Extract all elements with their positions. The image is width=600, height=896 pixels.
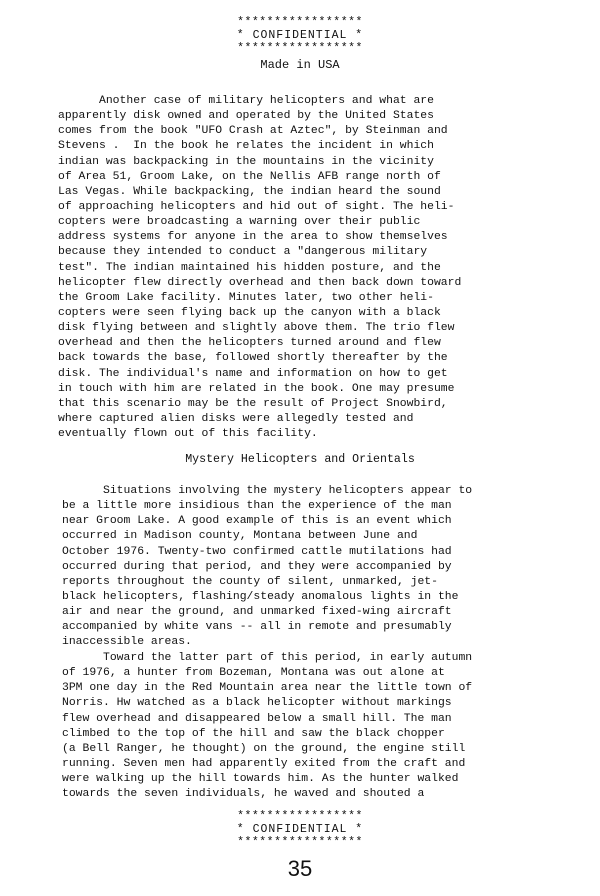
header-confidential-label: * CONFIDENTIAL * [236, 29, 364, 42]
text-line: the Groom Lake facility. Minutes later, two other heli- [58, 291, 434, 304]
text-line: were walking up the hill towards him. As the hunter walked [62, 773, 459, 786]
text-line: where captured alien disks were allegedly tested and [58, 412, 414, 425]
confidential-footer [0, 810, 600, 849]
text-line: that this scenario may be the result of Project Snowbird, [58, 397, 448, 410]
text-line: in touch with him are related in the book. One may presume [58, 382, 455, 395]
text-line: Las Vegas. While backpacking, the indian heard the sound [58, 185, 441, 198]
text-line: accompanied by white vans -- all in remote and presumably [62, 621, 452, 634]
text-line: disk flying between and slightly above them. The trio flew [58, 322, 455, 335]
text-line: (a Bell Ranger, he thought) on the ground, the engine still [62, 742, 466, 755]
text-line: running. Seven men had apparently exited from the craft and [62, 757, 466, 770]
text-line: of 1976, a hunter from Bozeman, Montana was out alone at [62, 667, 445, 680]
made-in-usa-label: Made in USA [260, 58, 340, 72]
text-line: occurred during that period, and they were accompanied by [62, 560, 452, 573]
text-line: Toward the latter part of this period, in early autumn [62, 652, 473, 664]
text-line: black helicopters, flashing/steady anomalous lights in the [62, 590, 459, 603]
header-stars-top: ***************** [237, 16, 363, 29]
text-line: comes from the book "UFO Crash at Aztec", by Steinman and [58, 125, 448, 138]
text-line: Norris. Hw watched as a black helicopter without markings [62, 697, 452, 710]
text-line: towards the seven individuals, he waved and shouted a [62, 788, 425, 801]
text-line: October 1976. Twenty-two confirmed cattle mutilations had [62, 545, 452, 558]
text-line: back towards the base, followed shortly thereafter by the [58, 352, 448, 365]
text-line: of approaching helicopters and hid out of sight. The heli- [58, 200, 455, 213]
text-line: eventually flown out of this facility. [58, 428, 318, 441]
text-line: 3PM one day in the Red Mountain area near the little town of [62, 682, 473, 695]
footer-stars-bottom: ***************** [237, 836, 363, 849]
text-line: Another case of military helicopters and what are [58, 95, 434, 107]
confidential-header [0, 16, 600, 73]
text-line: inaccessible areas. [62, 636, 192, 649]
text-line: helicopter flew directly overhead and then back down toward [58, 276, 462, 289]
text-line: air and near the ground, and unmarked fixed-wing aircraft [62, 606, 452, 619]
footer-confidential-label: * CONFIDENTIAL * [236, 823, 364, 836]
page-number: 35 [287, 856, 313, 881]
text-line: of Area 51, Groom Lake, on the Nellis AFB range north of [58, 170, 441, 183]
text-line: indian was backpacking in the mountains in the vicinity [58, 155, 434, 168]
text-line: flew overhead and disappeared below a small hill. The man [62, 712, 452, 725]
paragraph-aztec-helicopters [58, 94, 578, 442]
text-line: reports throughout the county of silent, unmarked, jet- [62, 575, 438, 588]
footer-stars-top: ***************** [237, 810, 363, 823]
text-line: apparently disk owned and operated by the United States [58, 110, 434, 123]
paragraph-madison-county [62, 484, 582, 651]
section-heading: Mystery Helicopters and Orientals [185, 453, 415, 466]
text-line: test". The indian maintained his hidden posture, and the [58, 261, 441, 274]
text-line: Stevens . In the book he relates the incident in which [58, 140, 434, 153]
text-line: overhead and then the helicopters turned around and flew [58, 337, 441, 350]
header-stars-bottom: ***************** [237, 42, 363, 55]
text-line: copters were broadcasting a warning over their public [58, 216, 421, 229]
paragraph-bozeman-hunter [62, 651, 582, 802]
text-line: disk. The individual's name and information on how to get [58, 367, 448, 380]
text-line: be a little more insidious than the experience of the man [62, 500, 452, 513]
text-line: occurred in Madison county, Montana between June and [62, 530, 418, 543]
text-line: address systems for anyone in the area to show themselves [58, 231, 448, 244]
text-line: near Groom Lake. A good example of this is an event which [62, 515, 452, 528]
text-line: Situations involving the mystery helicopters appear to [62, 485, 473, 497]
text-line: climbed to the top of the hill and saw the black chopper [62, 727, 445, 740]
text-line: copters were seen flying back up the canyon with a black [58, 306, 441, 319]
text-line: because they intended to conduct a "dangerous military [58, 246, 428, 259]
